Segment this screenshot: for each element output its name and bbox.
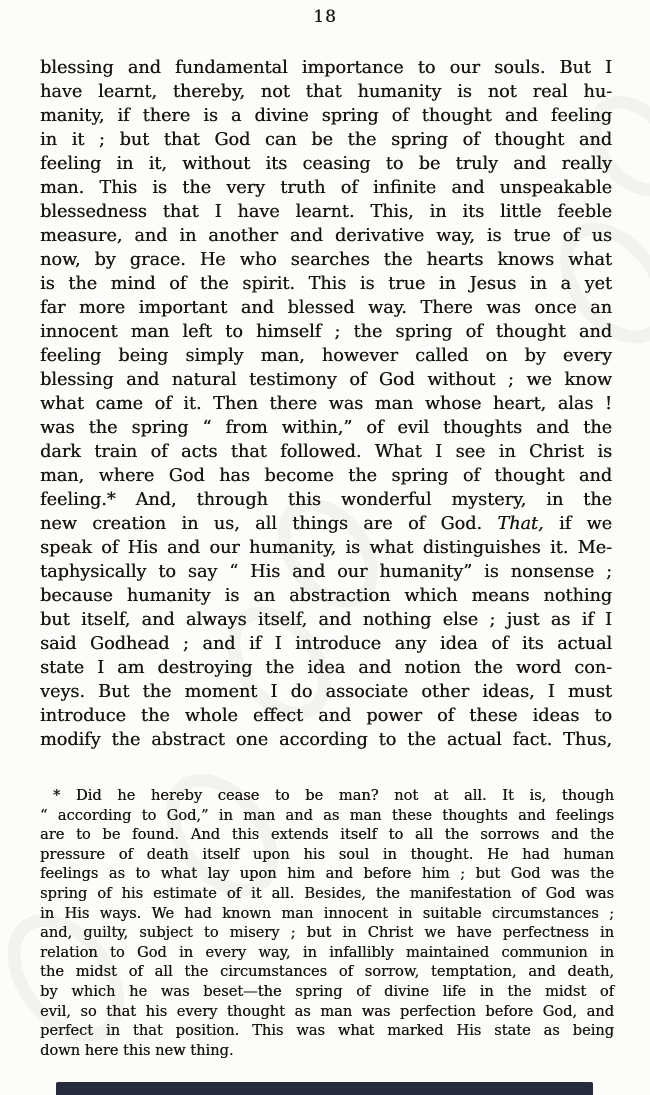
text-line: dark train of acts that followed. What I see in Christ is	[40, 442, 612, 462]
text-line: feeling.* And, through this wonderful mystery, in the	[40, 490, 612, 510]
text-line: and, guilty, subject to misery ; but in Christ we have perfectness in	[40, 924, 614, 942]
text-line: state I am destroying the idea and notion the word con-	[40, 658, 612, 678]
text-line: was the spring “ from within,” of evil thoughts and the	[40, 418, 612, 438]
text-line: by which he was beset—the spring of divine life in the midst of	[40, 982, 614, 1000]
footnote-text	[40, 786, 614, 1060]
text-line: pressure of death itself upon his soul in thought. He had human	[40, 845, 614, 863]
text-line: innocent man left to himself ; the spring of thought and	[40, 322, 612, 342]
text-line: evil, so that his every thought as man was perfection before God, and	[40, 1002, 614, 1020]
text-line: relation to God in every way, in infallibly maintained communion in	[40, 943, 614, 961]
text-line: “ according to God,” in man and as man these thoughts and feelings	[40, 806, 614, 824]
text-line: are to be found. And this extends itself to all the sorrows and the	[40, 826, 614, 844]
text-line: blessing and natural testimony of God without ; we know	[40, 370, 612, 390]
text-line: manity, if there is a divine spring of thought and feeling	[40, 106, 612, 126]
text-line: because humanity is an abstraction which means nothing	[40, 586, 612, 606]
text-line: blessing and fundamental importance to our souls. But I	[40, 58, 612, 78]
text-line: is the mind of the spirit. This is true in Jesus in a yet	[40, 274, 612, 294]
text-line: what came of it. Then there was man whose heart, alas !	[40, 394, 612, 414]
text-line: feeling being simply man, however called on by every	[40, 346, 612, 366]
text-line: modify the abstract one according to the actual fact. Thus,	[40, 730, 612, 750]
text-line: new creation in us, all things are of God. That, if we	[40, 514, 612, 534]
text-line: have learnt, thereby, not that humanity is not real hu-	[40, 82, 612, 102]
text-line: perfect in that position. This was what marked His state as being	[40, 1022, 614, 1040]
text-line: in His ways. We had known man innocent in suitable circumstances ;	[40, 904, 614, 922]
text-line: feeling in it, without its ceasing to be truly and really	[40, 154, 612, 174]
text-line: * Did he hereby cease to be man? not at all. It is, though	[53, 787, 614, 804]
text-line: measure, and in another and derivative way, is true of us	[40, 226, 612, 246]
page-number: 18	[313, 7, 337, 27]
body-text	[40, 56, 612, 752]
text-line: taphysically to say “ His and our humanity” is nonsense ;	[40, 562, 612, 582]
text-line: down here this new thing.	[40, 1041, 234, 1059]
text-line: man, where God has become the spring of thought and	[40, 466, 612, 486]
text-line: said Godhead ; and if I introduce any idea of its actual	[40, 634, 612, 654]
text-line: now, by grace. He who searches the hearts knows what	[40, 250, 612, 270]
text-line: blessedness that I have learnt. This, in its little feeble	[40, 202, 612, 222]
text-line: speak of His and our humanity, is what distinguishes it. Me-	[40, 538, 612, 558]
text-line: introduce the whole effect and power of these ideas to	[40, 706, 612, 726]
text-line: feelings as to what lay upon him and before him ; but God was the	[40, 865, 614, 883]
scan-edge-artifact	[56, 1082, 593, 1095]
text-line: the midst of all the circumstances of sorrow, temptation, and death,	[40, 963, 614, 981]
text-line: in it ; but that God can be the spring of thought and	[40, 130, 612, 150]
text-line: man. This is the very truth of infinite and unspeakable	[40, 178, 612, 198]
text-line: veys. But the moment I do associate other ideas, I must	[40, 682, 612, 702]
text-line: spring of his estimate of it all. Besides, the manifestation of God was	[40, 884, 614, 902]
text-line: far more important and blessed way. There was once an	[40, 298, 612, 318]
text-line: but itself, and always itself, and nothing else ; just as if I	[40, 610, 612, 630]
